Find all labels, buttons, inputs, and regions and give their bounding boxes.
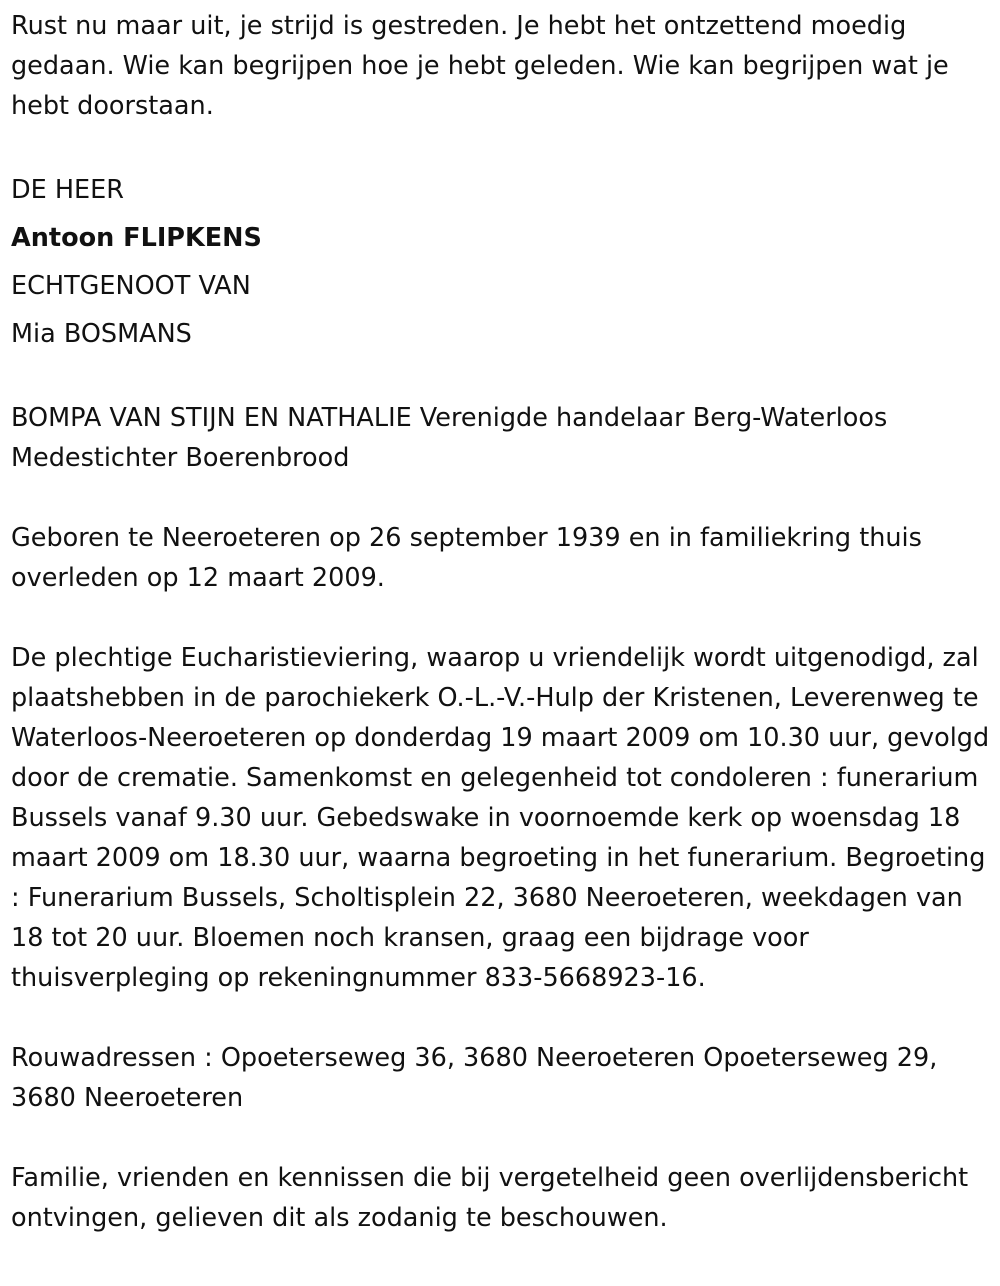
ceremony-paragraph: De plechtige Eucharistieviering, waarop u vriendelijk wordt uitgenodigd, zal plaatshebben in de parochiekerk O.-L.-V.-Hulp der Kristenen, Leverenweg te Waterloos-Neeroeteren op donderdag 19 maart 2009 om 10.30 uur, gevolgd door de crematie. Samenkomst en gelegenheid tot condoleren : funerarium Bussels vanaf 9.30 uur. Gebedswake in voornoemde kerk op woensdag 18 maart 2009 om 18.30 uur, waarna begroeting in het funerarium. Begroeting : Funerarium Bussels, Scholtisplein 22, 3680 Neeroeteren, weekdagen van 18 tot 20 uur. Bloemen noch kransen, graag een bijdrage voor thuisverpleging op rekeningnummer 833-5668923-16. <box>11 643 990 993</box>
spacer <box>11 598 996 638</box>
spacer <box>11 358 996 398</box>
roles-paragraph: BOMPA VAN STIJN EN NATHALIE Verenigde handelaar Berg-Waterloos Medestichter Boerenbrood <box>11 403 888 473</box>
deceased-name: Antoon FLIPKENS <box>11 223 262 253</box>
addresses-paragraph: Rouwadressen : Opoeterseweg 36, 3680 Neeroeteren Opoeterseweg 29, 3680 Neeroeteren <box>11 1043 938 1113</box>
obituary-notice <box>11 0 996 1238</box>
relation-label: ECHTGENOOT VAN <box>11 271 251 301</box>
title-prefix: DE HEER <box>11 175 124 205</box>
intro-paragraph: Rust nu maar uit, je strijd is gestreden. Je hebt het ontzettend moedig gedaan. Wie kan begrijpen hoe je hebt geleden. Wie kan begrijpen wat je hebt doorstaan. <box>11 11 949 121</box>
birth-death-paragraph: Geboren te Neeroeteren op 26 september 1939 en in familiekring thuis overleden op 12 maart 2009. <box>11 523 922 593</box>
spacer <box>11 126 996 166</box>
spacer <box>11 478 996 518</box>
spouse-name: Mia BOSMANS <box>11 319 192 349</box>
closing-paragraph: Familie, vrienden en kennissen die bij vergetelheid geen overlijdensbericht ontvingen, gelieven dit als zodanig te beschouwen. <box>11 1163 969 1233</box>
spacer <box>11 1118 996 1158</box>
spacer <box>11 998 996 1038</box>
